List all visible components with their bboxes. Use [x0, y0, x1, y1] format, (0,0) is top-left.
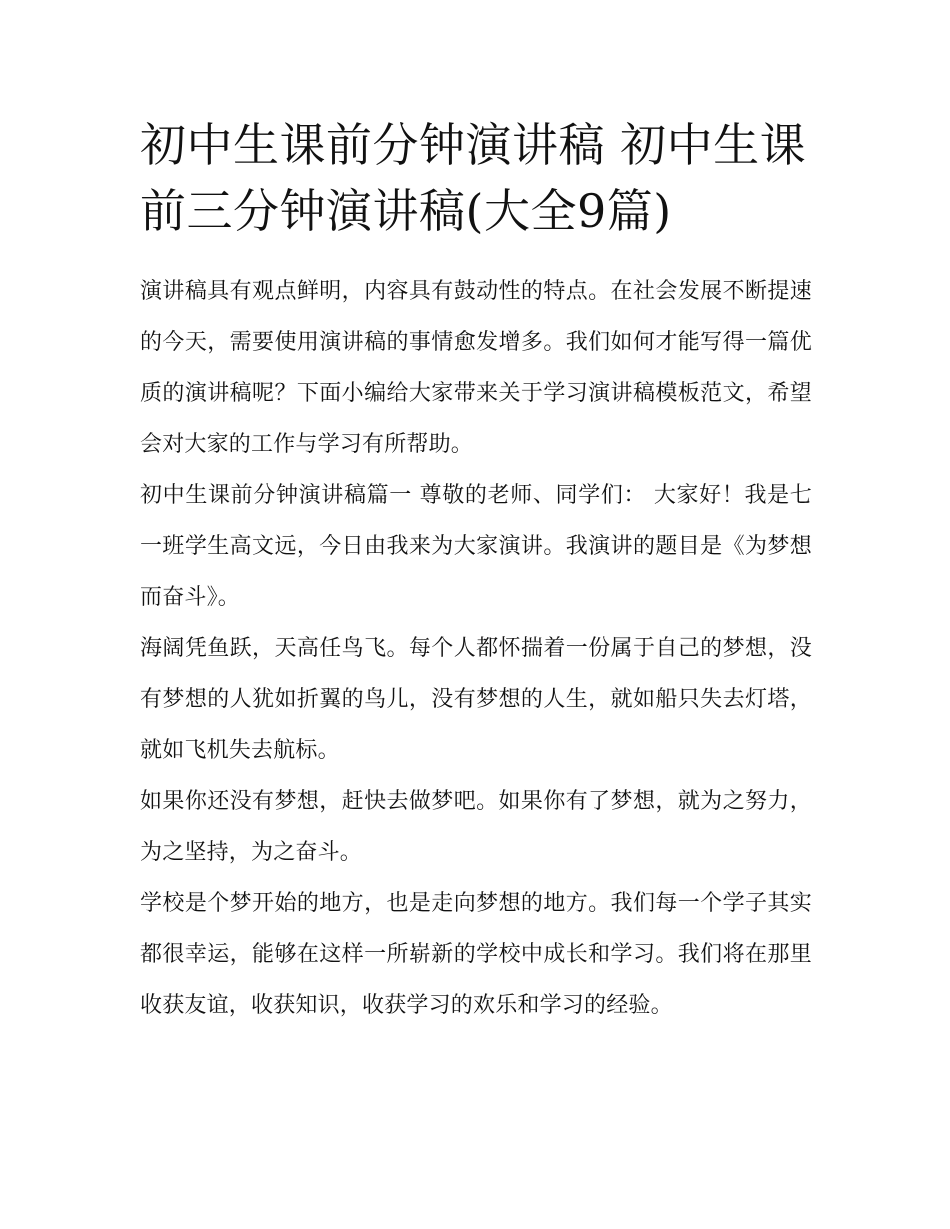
paragraph-school: 学校是个梦开始的地方，也是走向梦想的地方。我们每一个学子其实都很幸运，能够在这样一所崭新的学校中成长和学习。我们将在那里收获友谊，收获知识，收获学习的欢乐和学习的经验。: [140, 891, 812, 1018]
paragraph-intro: 演讲稿具有观点鲜明，内容具有鼓动性的特点。在社会发展不断提速的今天，需要使用演讲稿的事情愈发增多。我们如何才能写得一篇优质的演讲稿呢？下面小编给大家带来关于学习演讲稿模板范文，希望会对大家的工作与学习有所帮助。: [140, 279, 812, 457]
document-content: [140, 112, 812, 1031]
document-title: 初中生课前分钟演讲稿 初中生课前三分钟演讲稿(大全9篇): [140, 118, 807, 238]
paragraph-dream: 海阔凭鱼跃，天高任鸟飞。每个人都怀揣着一份属于自己的梦想，没有梦想的人犹如折翼的鸟儿，没有梦想的人生，就如船只失去灯塔，就如飞机失去航标。: [140, 636, 812, 763]
paragraph-greeting: 初中生课前分钟演讲稿篇一 尊敬的老师、同学们： 大家好！我是七一班学生高文远，今日由我来为大家演讲。我演讲的题目是《为梦想而奋斗》。: [140, 483, 812, 610]
paragraph-strive: 如果你还没有梦想，赶快去做梦吧。如果你有了梦想，就为之努力，为之坚持，为之奋斗。: [140, 789, 812, 865]
